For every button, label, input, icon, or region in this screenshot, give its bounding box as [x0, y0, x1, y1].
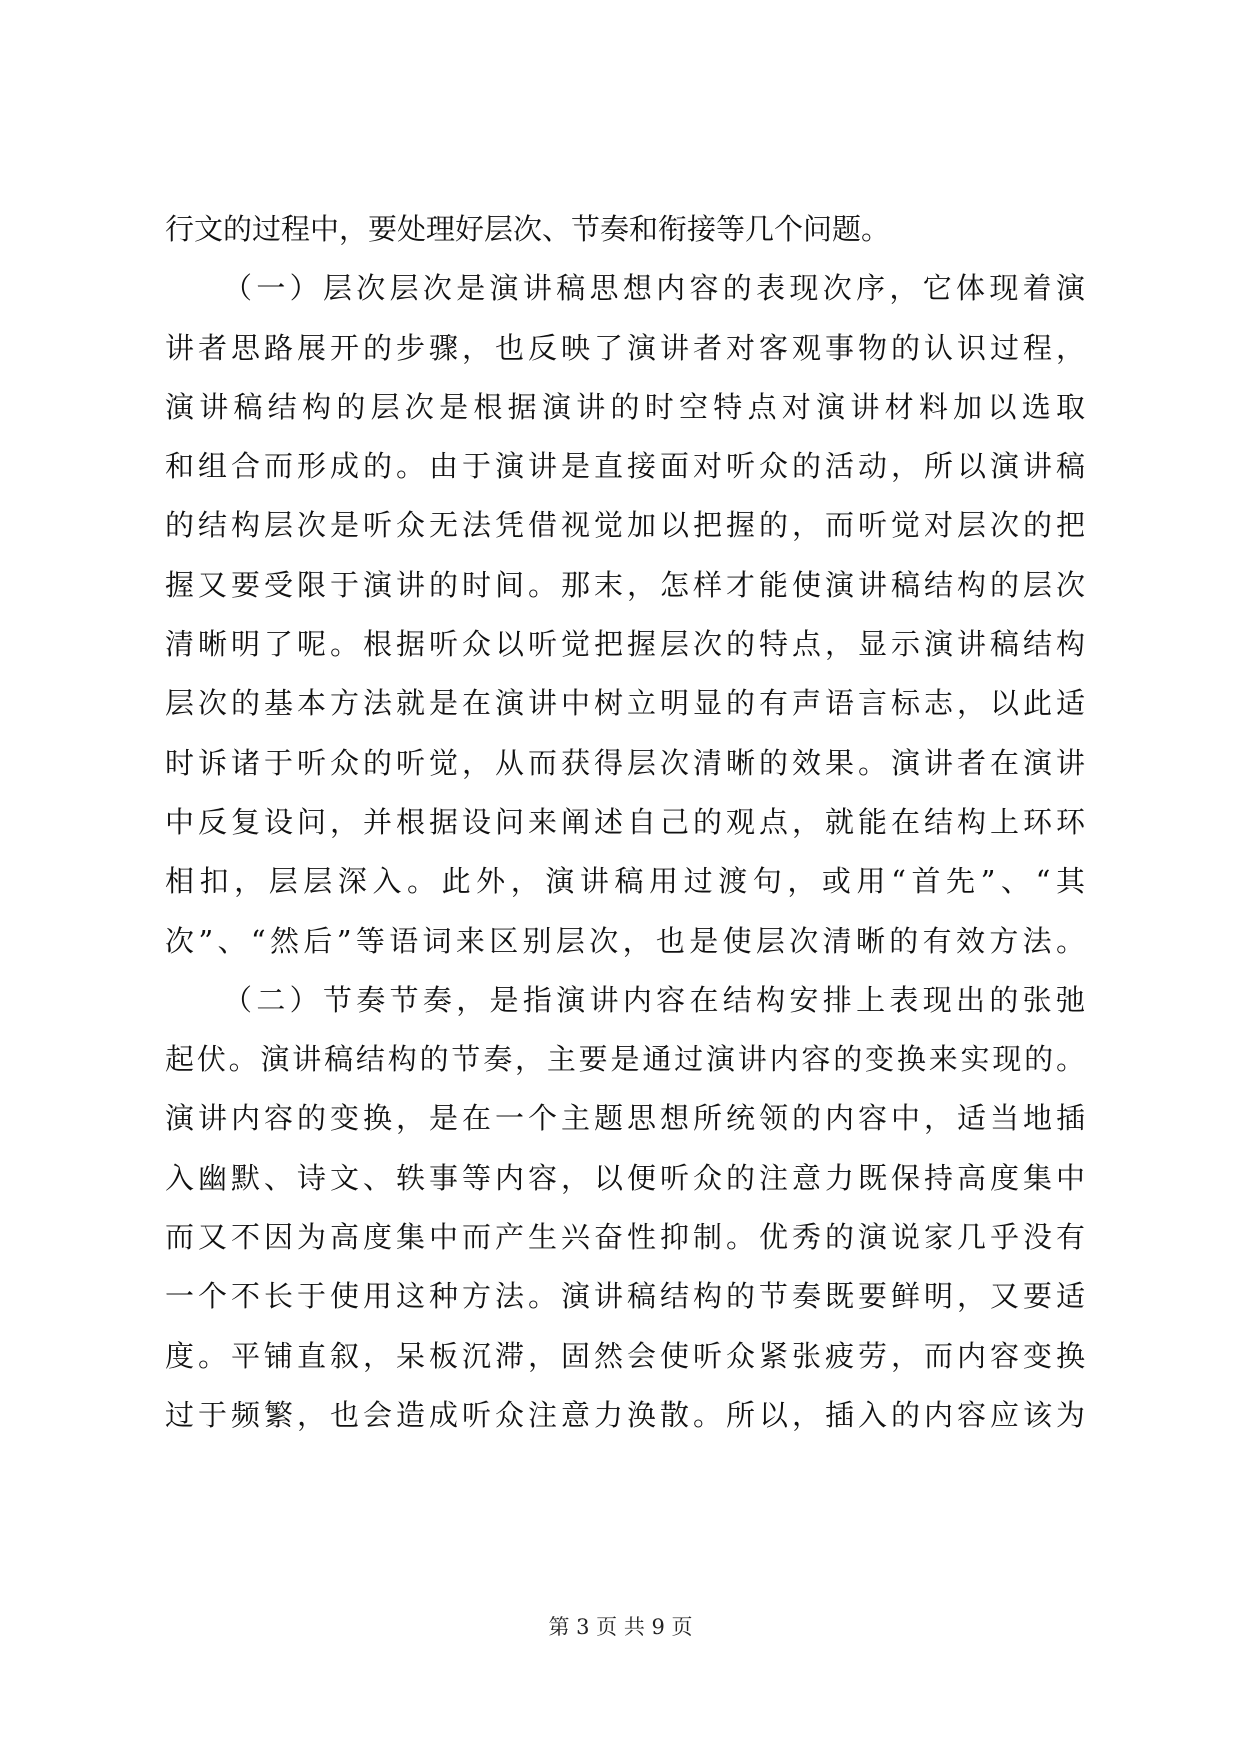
- text-line: 入幽默、诗文、轶事等内容，以便听众的注意力既保持高度集中: [165, 1160, 1085, 1195]
- text-line: 而又不因为高度集中而产生兴奋性抑制。优秀的演说家几乎没有: [165, 1220, 1085, 1255]
- text-line: 层次的基本方法就是在演讲中树立明显的有声语言标志，以此适: [165, 686, 1085, 721]
- text-line: 讲者思路展开的步骤，也反映了演讲者对客观事物的认识过程，: [165, 330, 1085, 365]
- text-line: （二）节奏节奏，是指演讲内容在结构安排上表现出的张弛: [223, 982, 1085, 1017]
- text-line: 相扣，层层深入。此外，演讲稿用过渡句，或用“首先”、“其: [165, 864, 1085, 899]
- text-line: 次”、“然后”等语词来区别层次，也是使层次清晰的有效方法。: [165, 923, 1085, 958]
- text-line: 和组合而形成的。由于演讲是直接面对听众的活动，所以演讲稿: [165, 449, 1085, 484]
- text-line: 过于频繁，也会造成听众注意力涣散。所以，插入的内容应该为: [165, 1397, 1085, 1432]
- page-number-footer: 第 3 页 共 9 页: [548, 1615, 693, 1639]
- text-line: 的结构层次是听众无法凭借视觉加以把握的，而听觉对层次的把: [165, 508, 1085, 543]
- text-line: 一个不长于使用这种方法。演讲稿结构的节奏既要鲜明，又要适: [165, 1279, 1085, 1314]
- text-line: 演讲内容的变换，是在一个主题思想所统领的内容中，适当地插: [165, 1101, 1085, 1136]
- text-line: 度。平铺直叙，呆板沉滞，固然会使听众紧张疲劳，而内容变换: [165, 1338, 1085, 1373]
- body-text: [165, 200, 1085, 1445]
- text-line: 起伏。演讲稿结构的节奏，主要是通过演讲内容的变换来实现的。: [165, 1042, 1085, 1077]
- text-line: 中反复设问，并根据设问来阐述自己的观点，就能在结构上环环: [165, 804, 1085, 839]
- text-line: 演讲稿结构的层次是根据演讲的时空特点对演讲材料加以选取: [165, 389, 1085, 424]
- text-line: 行文的过程中，要处理好层次、节奏和衔接等几个问题。: [165, 212, 891, 246]
- text-line: 时诉诸于听众的听觉，从而获得层次清晰的效果。演讲者在演讲: [165, 745, 1085, 780]
- text-line: 清晰明了呢。根据听众以听觉把握层次的特点，显示演讲稿结构: [165, 627, 1085, 662]
- text-line: 握又要受限于演讲的时间。那末，怎样才能使演讲稿结构的层次: [165, 567, 1085, 602]
- text-line: （一）层次层次是演讲稿思想内容的表现次序，它体现着演: [223, 271, 1085, 306]
